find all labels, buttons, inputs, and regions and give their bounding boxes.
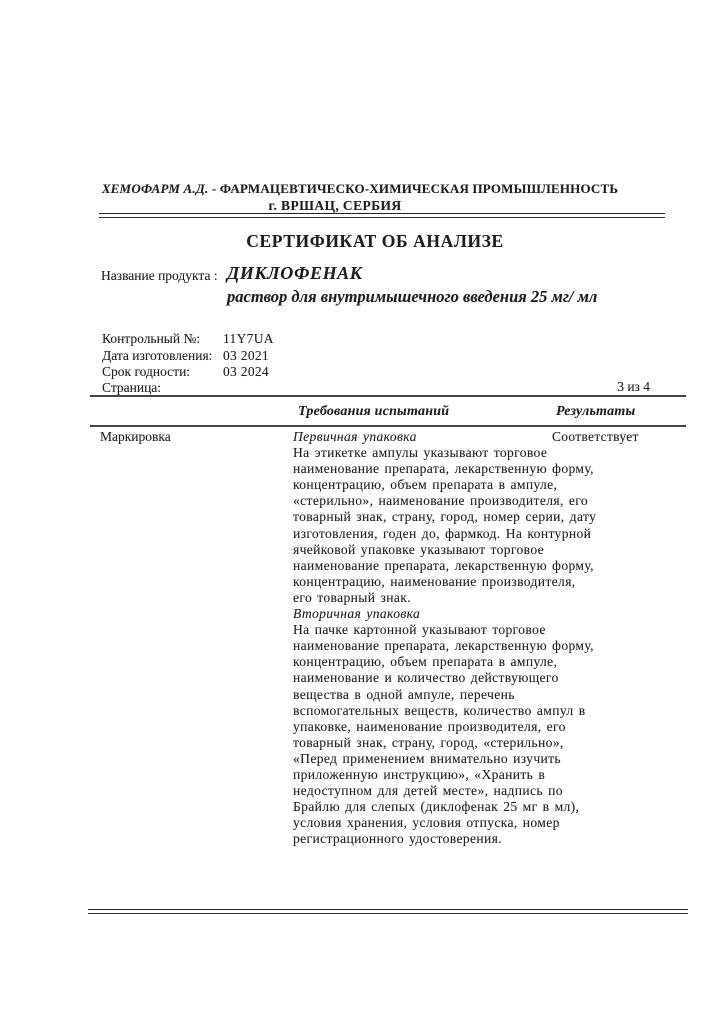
company-description: - ФАРМАЦЕВТИЧЕСКО-ХИМИЧЕСКАЯ ПРОМЫШЛЕННОСТЬ (208, 181, 619, 196)
packaging-subheading: Первичная упаковка (293, 429, 417, 444)
product-dosage-form: раствор для внутримышечного введения 25 мг/ мл (227, 287, 598, 306)
packaging-subheading: Вторичная упаковка (293, 606, 421, 622)
control-number-value: 11Y7UA (223, 331, 274, 346)
parameter-cell: Маркировка (100, 429, 171, 444)
requirement-text: На этикетке ампулы указывают торговое наименование препарата, лекарственную форму, концентрацию, объем препарата в ампуле, «стерильно», наименование производителя, его товарный знак, страну, город, номер серии, дату изготовления, годен до, фармкод. На контурной ячейковой упаковке указывают торговое наименование препарата, лекарственную форму, концентрацию, наименование производителя, его товарный знак. (293, 445, 597, 605)
document-title: СЕРТИФИКАТ ОБ АНАЛИЗЕ (246, 231, 504, 251)
table-header-divider (90, 425, 686, 427)
letterhead (100, 181, 620, 197)
expiry-date-value: 03 2024 (223, 364, 269, 379)
expiry-date-label: Срок годности: (102, 364, 191, 379)
company-location: г. ВРШАЦ, СЕРБИЯ (268, 198, 402, 213)
page-info-divider (90, 395, 686, 397)
result-cell: Соответствует (552, 429, 639, 444)
product-name: ДИКЛОФЕНАК (227, 263, 363, 283)
header-divider (99, 213, 665, 218)
page-label: Страница: (102, 380, 162, 395)
manufacture-date-value: 03 2021 (223, 347, 269, 363)
requirements-cell (293, 429, 598, 847)
page-number: 3 из 4 (617, 379, 650, 394)
company-name: ХЕМОФАРМ А.Д. (101, 181, 209, 196)
footer-divider (88, 909, 688, 914)
control-number-label: Контрольный №: (102, 331, 201, 346)
manufacture-date-label: Дата изготовления: (102, 347, 213, 363)
column-header-results: Результаты (556, 404, 636, 419)
column-header-requirements: Требования испытаний (298, 404, 450, 419)
product-name-label: Название продукта : (101, 268, 218, 283)
requirement-text: На пачке картонной указывают торговое наименование препарата, лекарственную форму, концентрацию, объем препарата в ампуле, наименование и количество действующего вещества в одной ампуле, перечень вспомогательных веществ, количество ампул в упаковке, наименование производителя, его товарный знак, страну, город, «стерильно», «Перед применением внимательно изучить приложенную инструкцию», «Хранить в недоступном для детей месте», надпись по Брайлю для слепых (диклофенак 25 мг в мл), условия хранения, условия отпуска, номер регистрационного удостоверения. (293, 622, 594, 847)
